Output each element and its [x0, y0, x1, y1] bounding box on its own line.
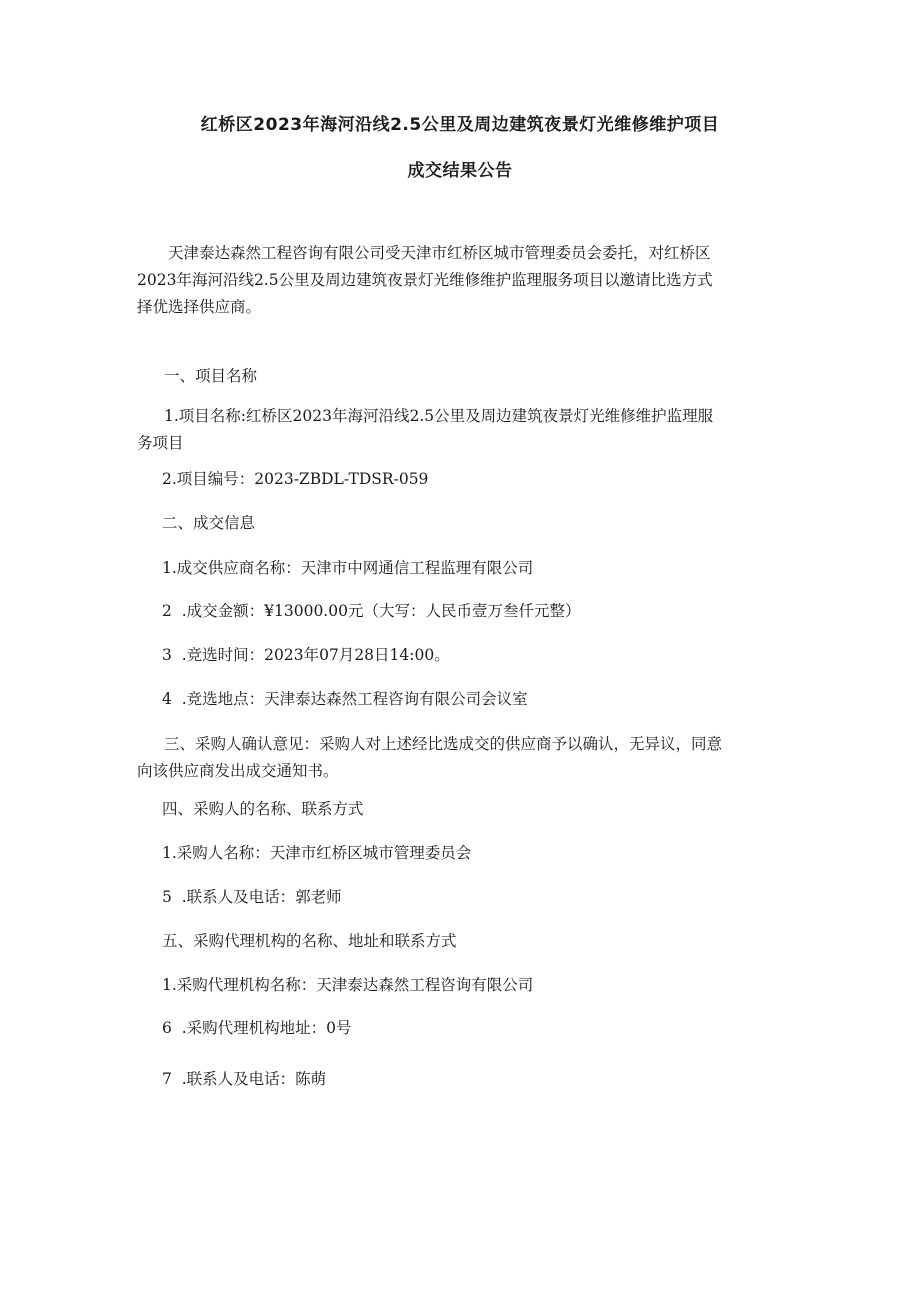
document-title-line2: 成交结果公告: [407, 161, 513, 181]
intro-line2: 2023年海河沿线2.5公里及周边建筑夜景灯光维修维护监理服务项目以邀请比选方式: [137, 271, 713, 289]
section2-item2: 2 .成交金额：¥13000.00元（大写：人民币壹万叁仟元整）: [162, 602, 581, 620]
section4-item1: 1.采购人名称：天津市红桥区城市管理委员会: [162, 844, 472, 862]
section2-item4: 4 .竞选地点：天津泰达森然工程咨询有限公司会议室: [162, 690, 528, 708]
intro-paragraph: [137, 240, 787, 321]
section4-item2: 5 .联系人及电话：郭老师: [162, 888, 342, 906]
section5-heading: 五、采购代理机构的名称、地址和联系方式: [162, 932, 457, 950]
section1-item2: 2.项目编号：2023-ZBDL-TDSR-059: [162, 470, 429, 488]
section5-item3: 7 .联系人及电话：陈萌: [162, 1070, 327, 1088]
section2-item1: 1.成交供应商名称：天津市中网通信工程监理有限公司: [162, 559, 534, 577]
section2-item3: 3 .竞选时间：2023年07月28日14:00。: [162, 646, 450, 664]
section3-paragraph: [137, 731, 787, 785]
section1-item1: [137, 403, 787, 457]
section5-item1: 1.采购代理机构名称：天津泰达森然工程咨询有限公司: [162, 976, 534, 994]
section5-item2: 6 .采购代理机构地址：0号: [162, 1019, 352, 1037]
document-title-line1: 红桥区2023年海河沿线2.5公里及周边建筑夜景灯光维修维护项目: [200, 115, 720, 135]
section1-item1-line1: 1.项目名称:红桥区2023年海河沿线2.5公里及周边建筑夜景灯光维修维护监理服: [164, 407, 714, 425]
intro-line1: 天津泰达森然工程咨询有限公司受天津市红桥区城市管理委员会委托，对红桥区: [168, 244, 711, 262]
section4-heading: 四、采购人的名称、联系方式: [162, 800, 364, 818]
section2-heading: 二、成交信息: [162, 514, 256, 532]
section3-line2: 向该供应商发出成交通知书。: [137, 762, 339, 780]
intro-line3: 择优选择供应商。: [137, 298, 262, 316]
section1-item1-line2: 务项目: [137, 434, 184, 452]
section1-heading: 一、项目名称: [164, 367, 258, 385]
section3-line1: 三、采购人确认意见：采购人对上述经比选成交的供应商予以确认，无异议，同意: [164, 735, 723, 753]
